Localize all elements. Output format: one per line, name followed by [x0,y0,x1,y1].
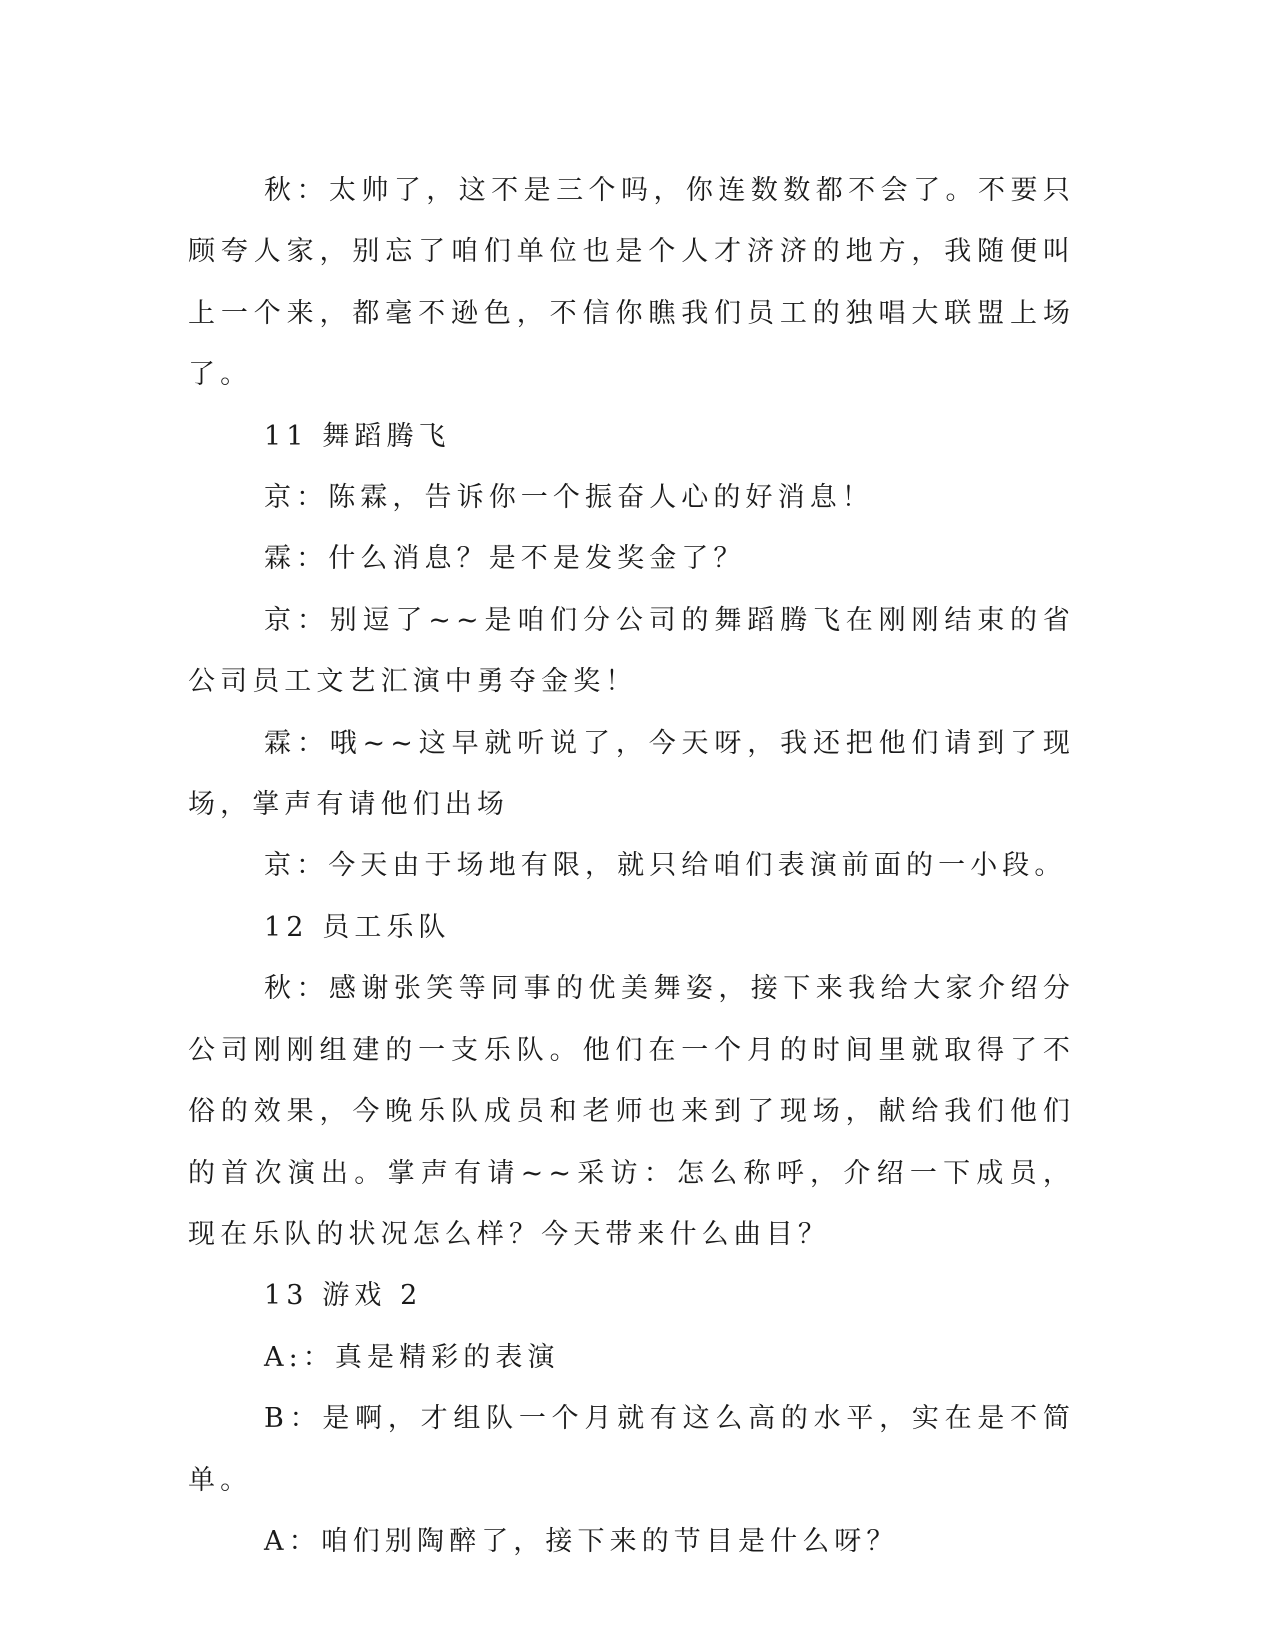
section-heading-11: 11 舞蹈腾飞 [264,420,451,452]
document-body [188,160,1075,1572]
section-heading-13: 13 游戏 2 [264,1280,423,1312]
paragraph-dialogue-lin-2: 霖：哦~~这早就听说了，今天呀，我还把他们请到了现场，掌声有请他们出场 [188,727,1075,821]
section-heading-12: 12 员工乐队 [264,911,451,943]
paragraph-dialogue-jing-1: 京：陈霖，告诉你一个振奋人心的好消息！ [264,482,874,514]
paragraph-dialogue-a-1: A:：真是精彩的表演 [264,1341,560,1373]
paragraph-dialogue-jing-3: 京：今天由于场地有限，就只给咱们表演前面的一小段。 [264,850,1067,882]
paragraph-dialogue-a-2: A：咱们别陶醉了，接下来的节目是什么呀？ [264,1525,899,1557]
paragraph-dialogue-qiu-2: 秋：感谢张笑等同事的优美舞姿，接下来我给大家介绍分公司刚刚组建的一支乐队。他们在一个月的时间里就取得了不俗的效果，今晚乐队成员和老师也来到了现场，献给我们他们的首次演出。掌声有请~~采访：怎么称呼，介绍一下成员，现在乐队的状况怎么样？今天带来什么曲目？ [188,973,1075,1250]
paragraph-dialogue-jing-2: 京：别逗了~~是咱们分公司的舞蹈腾飞在刚刚结束的省公司员工文艺汇演中勇夺金奖！ [188,604,1075,698]
paragraph-dialogue-lin-1: 霖：什么消息？是不是发奖金了？ [264,543,746,575]
paragraph-dialogue-qiu-1: 秋：太帅了，这不是三个吗，你连数数都不会了。不要只顾夸人家，别忘了咱们单位也是个人才济济的地方，我随便叫上一个来，都毫不逊色，不信你瞧我们员工的独唱大联盟上场了。 [188,175,1075,391]
paragraph-dialogue-b-1: B：是啊，才组队一个月就有这么高的水平，实在是不简单。 [188,1403,1075,1496]
